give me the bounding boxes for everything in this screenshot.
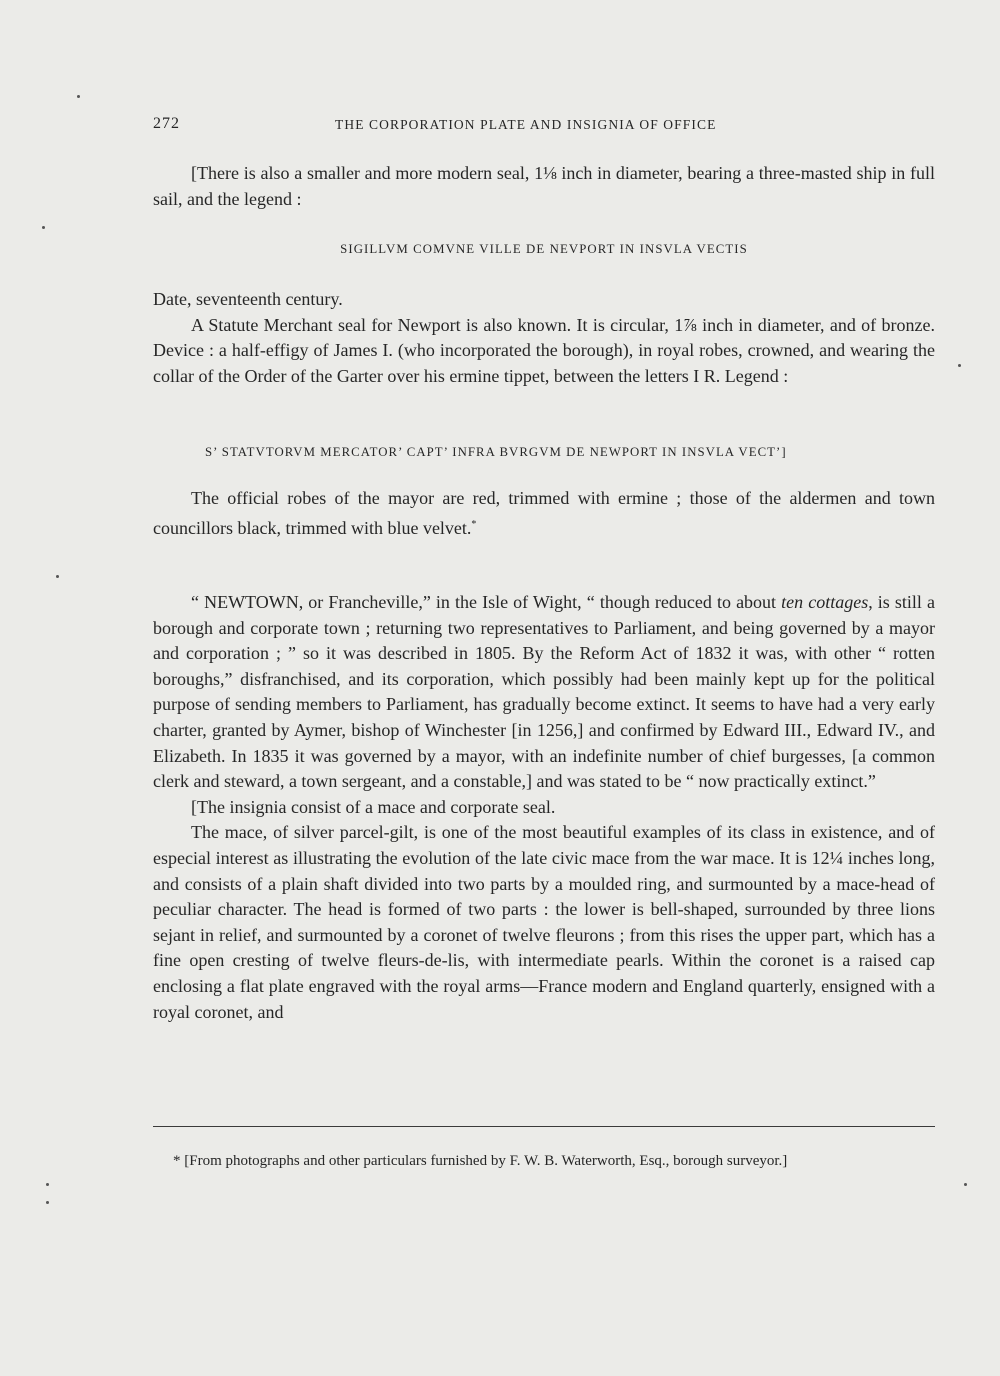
- newtown-paragraph: [153, 590, 935, 795]
- seal-intro-paragraph: [153, 161, 935, 212]
- robes-footnote-mark: *: [471, 518, 477, 530]
- paper-speck: [46, 1201, 49, 1204]
- newtown-text-part2: , is still a borough and corporate town ; returning two representatives to Parliament, and being governed by a mayor and corporation ; ” so it was described in 1805. By the Reform Act of 1832 it was, with other “ rotten boroughs,” disfranchised, and its corporation, which possibly had been mainly kept up for the political purpose of sending members to Parliament, has gradually become extinct. It seems to have had a very early charter, granted by Aymer, bishop of Winchester [in 1256,] and confirmed by Edward III., Edward IV., and Elizabeth. In 1835 it was governed by a mayor, with an indefinite number of chief burgesses, [a common clerk and steward, a town sergeant, and a constable,] and was stated to be “ now practically extinct.”: [153, 592, 935, 792]
- statute-seal-paragraph: A Statute Merchant seal for Newport is also known. It is circular, 1⅞ inch in diameter, and of bronze. Device : a half-effigy of James I. (who incorporated the borough), in royal robes, crowned, and wearing the collar of the Order of the Garter over his ermine tippet, between the letters I R. Legend :: [153, 314, 935, 386]
- newtown-section: [153, 590, 935, 1025]
- paper-speck: [46, 1183, 49, 1186]
- seal-section: [153, 287, 935, 389]
- seal-intro-text: [There is also a smaller and more modern seal, 1⅛ inch in diameter, bearing a three-masted ship in full sail, and the legend :: [153, 163, 935, 209]
- insignia-paragraph: [The insignia consist of a mace and corporate seal.: [191, 796, 556, 817]
- robes-paragraph: [153, 486, 935, 541]
- statute-seal-legend: S’ STATVTORVM MERCATOR’ CAPT’ INFRA BVRGVM DE NEWPORT IN INSVLA VECT’]: [205, 445, 787, 459]
- page-number: 272: [153, 115, 180, 132]
- mace-paragraph: The mace, of silver parcel-gilt, is one of the most beautiful examples of its class in existence, and of especial interest as illustrating the evolution of the late civic mace from the war mace. It is 12¼ inches long, and consists of a plain shaft divided into two parts by a moulded ring, and surmounted by a mace-head of peculiar character. The head is formed of two parts : the lower is bell-shaped, surrounded by three lions sejant in relief, and surmounted by a coronet of twelve fleurons ; from this rises the upper part, which has a fine open cresting of twelve fleurs-de-lis, with intermediate pearls. Within the coronet is a raised cap enclosing a flat plate engraved with the royal arms—France modern and England quarterly, ensigned with a royal coronet, and: [153, 822, 935, 1022]
- seal-legend: SIGILLVM COMVNE VILLE DE NEVPORT IN INSVLA VECTIS: [340, 242, 748, 256]
- seal-date: Date, seventeenth century.: [153, 289, 343, 309]
- paper-speck: [56, 575, 59, 578]
- footnote-text: * [From photographs and other particulars furnished by F. W. B. Waterworth, Esq., borough surveyor.]: [173, 1153, 788, 1169]
- newtown-italic: ten cottages: [781, 592, 869, 612]
- paper-speck: [42, 226, 45, 229]
- footnote-rule: [153, 1126, 935, 1127]
- paper-speck: [964, 1183, 967, 1186]
- paper-speck: [77, 95, 80, 98]
- newtown-text-part1: “ NEWTOWN, or Francheville,” in the Isle of Wight, “ though reduced to about: [191, 592, 782, 612]
- paper-speck: [958, 364, 961, 367]
- running-title: THE CORPORATION PLATE AND INSIGNIA OF OFFICE: [335, 117, 717, 132]
- footnote: [153, 1149, 935, 1173]
- robes-text: The official robes of the mayor are red, trimmed with ermine ; those of the aldermen and town councillors black, trimmed with blue velvet.: [153, 488, 935, 538]
- robes-section: [153, 486, 935, 541]
